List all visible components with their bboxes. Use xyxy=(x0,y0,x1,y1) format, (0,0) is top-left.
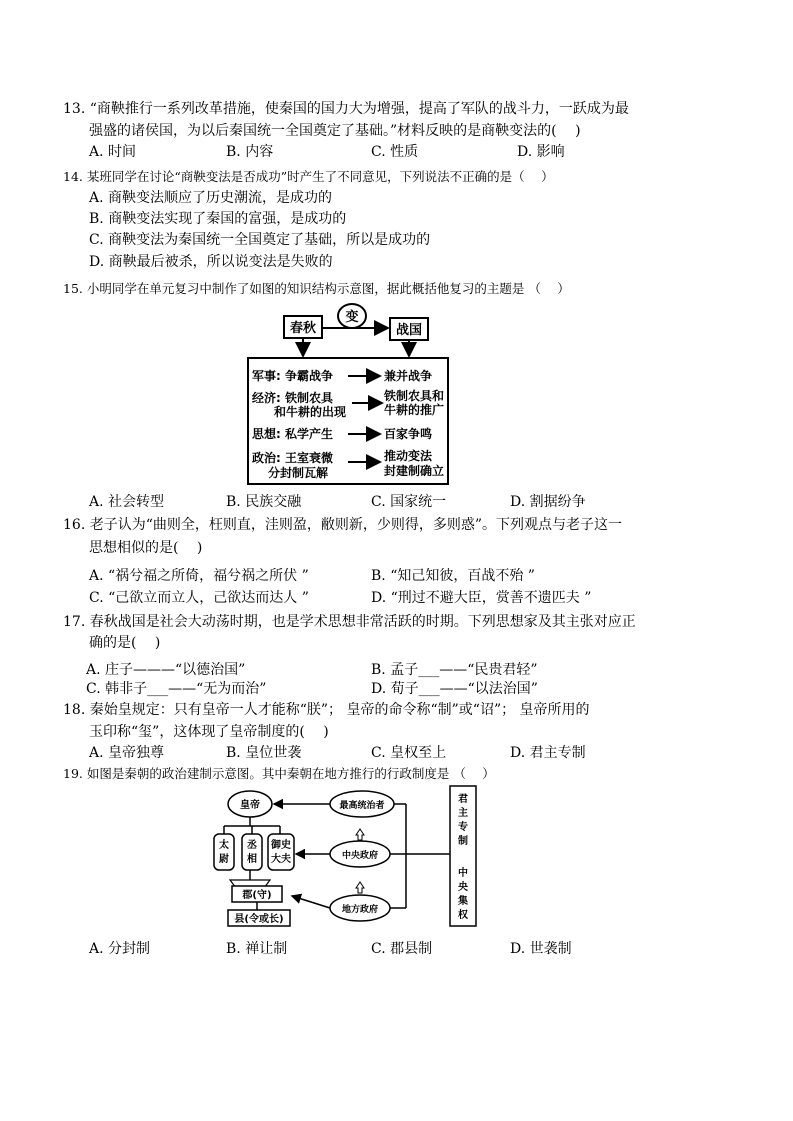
q17-option-a[interactable]: A. 庄子———“以德治国” xyxy=(86,662,246,678)
q16-option-a[interactable]: A. “祸兮福之所倚，福兮祸之所伏 ” xyxy=(89,568,309,584)
q13-option-b[interactable]: B. 内容 xyxy=(226,144,274,160)
q16-stem-line2: 思想相似的是( ) xyxy=(89,540,203,556)
q15-knowledge-diagram xyxy=(240,300,460,490)
q15-row2-right-1: 铁制农具和 xyxy=(384,389,445,403)
q15-row3-right: 百家争鸣 xyxy=(384,427,433,441)
q19-side-char-5: 中 xyxy=(458,868,468,879)
q15-warring-states-label: 战国 xyxy=(395,323,423,338)
q19-chengxiang-char1: 丞 xyxy=(247,840,257,851)
q19-side-char-2: 主 xyxy=(458,808,468,819)
q15-row4-left-2: 分封制瓦解 xyxy=(268,466,329,480)
q19-side-char-1: 君 xyxy=(458,794,468,805)
q15-option-c[interactable]: C. 国家统一 xyxy=(371,494,447,510)
q15-spring-autumn-label: 春秋 xyxy=(289,321,317,336)
q14-option-c[interactable]: C. 商鞅变法为秦国统一全国奠定了基础，所以是成功的 xyxy=(89,232,431,248)
q19-side-char-3: 专 xyxy=(458,822,468,833)
q19-yushi-line1: 御史 xyxy=(271,840,291,851)
q15-row4-left-1: 政治: 王室衰微 xyxy=(252,451,333,465)
q14-option-a[interactable]: A. 商鞅变法顺应了历史潮流，是成功的 xyxy=(89,190,333,206)
q19-side-char-8: 权 xyxy=(458,910,468,921)
q19-side-char-4: 制 xyxy=(458,836,468,847)
q13-stem-line1: 13. “商鞅推行一系列改革措施，使秦国的国力大为增强，提高了军队的战斗力，一跃成为最 xyxy=(63,101,629,117)
q13-option-a[interactable]: A. 时间 xyxy=(89,144,137,160)
q19-option-c[interactable]: C. 郡县制 xyxy=(371,941,433,957)
q19-local-label: 地方政府 xyxy=(341,905,379,915)
q19-qin-structure-diagram xyxy=(210,784,485,929)
q15-row1-left: 军事: 争霸战争 xyxy=(252,369,333,383)
q14-option-b[interactable]: B. 商鞅变法实现了秦国的富强，是成功的 xyxy=(89,211,347,227)
q15-row2-left-2: 和牛耕的出现 xyxy=(274,405,347,419)
q19-up-arrow-1 xyxy=(356,829,364,840)
q15-stem: 15. 小明同学在单元复习中制作了如图的知识结构示意图，据此概括他复习的主题是 （ ） xyxy=(63,281,570,296)
q15-change-label: 变 xyxy=(345,310,359,325)
q13-option-d[interactable]: D. 影响 xyxy=(517,144,565,160)
q16-stem-line1: 16. 老子认为“曲则全，枉则直，洼则盈，敝则新，少则得，多则惑”。下列观点与老子这一 xyxy=(63,517,623,533)
q14-stem: 14. 某班同学在讨论“商鞅变法是否成功”时产生了不同意见，下列说法不正确的是（ ） xyxy=(63,169,554,184)
q13-option-c[interactable]: C. 性质 xyxy=(371,144,419,160)
q15-row1-right: 兼并战争 xyxy=(384,369,433,383)
q17-option-c[interactable]: C. 韩非子___——“无为而治” xyxy=(86,681,267,697)
q19-up-arrow-2 xyxy=(356,882,364,893)
q18-option-a[interactable]: A. 皇帝独尊 xyxy=(89,745,165,761)
q19-option-d[interactable]: D. 世袭制 xyxy=(510,941,572,957)
q15-row2-left-1: 经济: 铁制农具 xyxy=(252,391,333,405)
q15-row3-left: 思想: 私学产生 xyxy=(252,427,333,441)
q15-option-d[interactable]: D. 割据纷争 xyxy=(510,494,586,510)
q19-yushi-line2: 大夫 xyxy=(271,854,291,865)
q17-option-d[interactable]: D. 荀子___——“以法治国” xyxy=(371,681,538,697)
q17-stem-line1: 17. 春秋战国是社会大动荡时期，也是学术思想非常活跃的时期。下列思想家及其主张对应正 xyxy=(63,614,636,630)
q15-row4-right-2: 封建制确立 xyxy=(384,464,445,478)
q17-stem-line2: 确的是( ) xyxy=(89,635,161,651)
q19-stem: 19. 如图是秦朝的政治建制示意图。其中秦朝在地方推行的行政制度是 （ ） xyxy=(63,766,495,781)
q13-stem-line2: 强盛的诸侯国，为以后秦国统一全国奠定了基础。”材料反映的是商鞅变法的( ) xyxy=(89,123,581,139)
q19-local-arrow xyxy=(292,896,330,908)
q19-side-char-7: 集 xyxy=(458,896,468,907)
q16-option-b[interactable]: B. “知己知彼，百战不殆 ” xyxy=(371,568,535,584)
q19-taiwei-char1: 太 xyxy=(219,840,229,851)
q16-option-d[interactable]: D. “刑过不避大臣，赏善不遗匹夫 ” xyxy=(371,590,592,606)
q18-option-b[interactable]: B. 皇位世袭 xyxy=(226,745,302,761)
q14-option-d[interactable]: D. 商鞅最后被杀，所以说变法是失败的 xyxy=(89,254,333,270)
q19-xian-label: 县(令或长) xyxy=(234,914,284,925)
q18-option-c[interactable]: C. 皇权至上 xyxy=(371,745,447,761)
q19-side-char-6: 央 xyxy=(458,882,468,893)
q19-supreme-label: 最高统治者 xyxy=(339,801,385,811)
q19-jun-label: 郡(守) xyxy=(242,890,272,901)
q15-row2-right-2: 牛耕的推广 xyxy=(384,403,445,417)
q19-emperor-label: 皇帝 xyxy=(240,800,260,811)
q15-option-b[interactable]: B. 民族交融 xyxy=(226,494,302,510)
q19-chengxiang-char2: 相 xyxy=(247,854,257,865)
q19-option-b[interactable]: B. 禅让制 xyxy=(226,941,288,957)
q19-central-label: 中央政府 xyxy=(341,851,379,861)
q16-option-c[interactable]: C. “己欲立而立人，己欲达而达人 ” xyxy=(89,590,309,606)
q18-option-d[interactable]: D. 君主专制 xyxy=(510,745,586,761)
q17-option-b[interactable]: B. 孟子___——“民贵君轻” xyxy=(371,662,538,678)
q18-stem-line1: 18. 秦始皇规定：只有皇帝一人才能称“朕”； 皇帝的命令称“制”或“诏”； 皇帝所用的 xyxy=(63,702,590,718)
q15-option-a[interactable]: A. 社会转型 xyxy=(89,494,165,510)
q15-row4-right-1: 推动变法 xyxy=(384,449,433,463)
q19-taiwei-char2: 尉 xyxy=(219,854,229,865)
q19-option-a[interactable]: A. 分封制 xyxy=(89,941,151,957)
q18-stem-line2: 玉印称“玺”，这体现了皇帝制度的( ) xyxy=(89,724,329,740)
